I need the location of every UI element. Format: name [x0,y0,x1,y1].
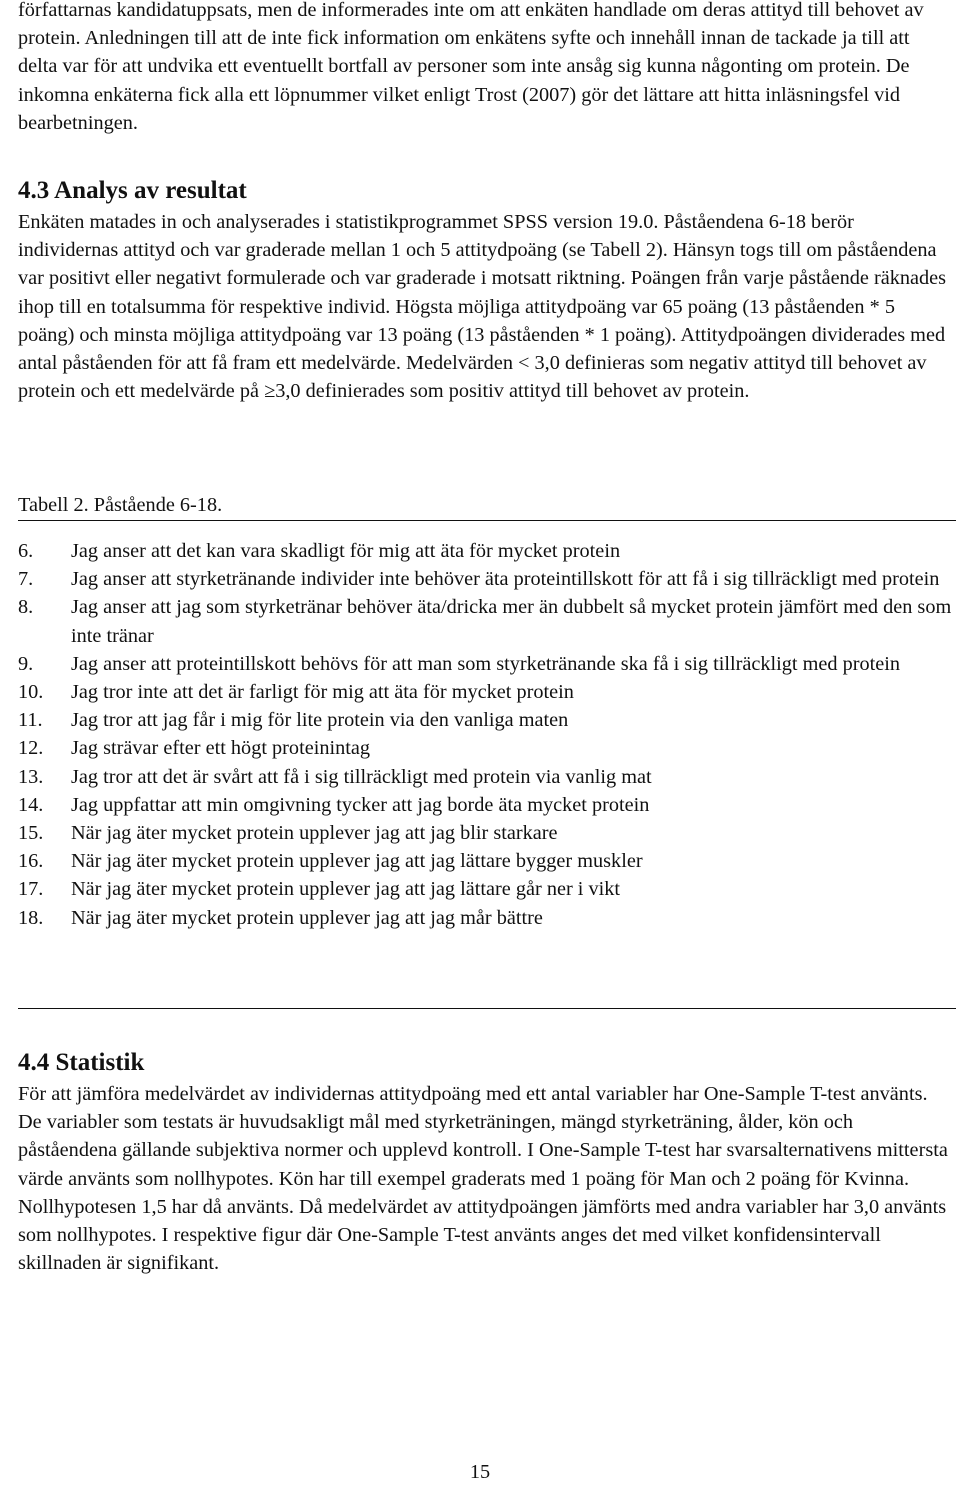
statement-item [18,791,952,819]
section-4-3-paragraph: Enkäten matades in och analyserades i statistikprogrammet SPSS version 19.0. Påståendena 6-18 berör individernas attityd och var graderade mellan 1 och 5 attitydpoäng (se Tabell 2). Hänsyn togs till om påståendena var positivt eller negativt formulerade och var graderade i motsatt riktning. Poängen från varje påstående räknades ihop till en totalsumma för respektive individ. Högsta möjliga attitydpoäng var 65 poäng (13 påståenden * 5 poäng) och minsta möjliga attitydpoäng var 13 poäng (13 påståenden * 1 poäng). Attitydpoängen dividerades med antal påståenden för att få fram ett medelvärde. Medelvärden < 3,0 definieras som negativ attityd till behovet av protein och ett medelvärde på ≥3,0 definierades som positiv attityd till behovet av protein. [18,211,947,403]
statement-number: 18. [18,906,44,929]
table-caption: Tabell 2. Påstående 6-18. [18,494,223,516]
section-4-3 [18,176,952,405]
statement-text: Jag anser att styrketränande individer inte behöver äta proteintillskott för att få i sig tillräckligt med protein [71,568,940,591]
statement-text: När jag äter mycket protein upplever jag att jag lättare bygger muskler [71,850,643,873]
section-heading-4-4: 4.4 Statistik [18,1049,145,1076]
statement-item [18,537,952,565]
statement-number: 13. [18,765,44,788]
statement-number: 17. [18,878,44,901]
statement-number: 9. [18,652,34,675]
statement-text: När jag äter mycket protein upplever jag att jag lättare går ner i vikt [71,878,621,901]
statement-number: 11. [18,709,43,732]
statement-number: 15. [18,822,44,845]
page-number: 15 [469,1461,491,1483]
statement-item [18,706,952,734]
statement-number: 8. [18,596,34,619]
statement-text: Jag uppfattar att min omgivning tycker att jag borde äta mycket protein [71,793,650,816]
statement-item [18,565,952,593]
statement-text: När jag äter mycket protein upplever jag att jag blir starkare [71,822,558,845]
table-top-rule [18,520,956,521]
statement-text: Jag tror att det är svårt att få i sig tillräckligt med protein via vanlig mat [71,765,652,788]
section-heading-4-3: 4.3 Analys av resultat [18,177,247,204]
statement-item [18,847,952,875]
statement-item [18,678,952,706]
statement-number: 10. [18,681,44,704]
statement-number: 12. [18,737,44,760]
statement-text: När jag äter mycket protein upplever jag att jag mår bättre [71,906,543,929]
statement-item [18,819,952,847]
statement-text: Jag tror att jag får i mig för lite protein via den vanliga maten [71,709,569,732]
statement-list [18,537,952,932]
statement-text: Jag anser att jag som styrketränar behöver äta/dricka mer än dubbelt så mycket protein jämfört med den som inte tränar [71,596,952,647]
statement-text: Jag strävar efter ett högt proteinintag [71,737,371,760]
statement-text: Jag anser att det kan vara skadligt för mig att äta för mycket protein [71,540,621,562]
statement-item [18,650,952,678]
section-4-4-paragraph: För att jämföra medelvärdet av individernas attitydpoäng med ett antal variabler har One-Sample T-test använts. De variabler som testats är huvudsakligt mål med styrketräningen, mängd styrketräning, ålder, kön och påståendena gällande subjektiva normer och upplevd kontroll. I One-Sample T-test har svarsalternativens mittersta värde använts som nollhypotes. Kön har till exempel graderats med 1 poäng för Man och 2 poäng för Kvinna. Nollhypotesen 1,5 har då använts. Då medelvärdet av attitydpoängen jämförts med andra variabler har 3,0 använts som nollhypotes. I respektive figur där One-Sample T-test använts anges det med vilket konfidensintervall skillnaden är signifikant. [18,1083,948,1275]
statement-number: 16. [18,850,44,873]
statement-text: Jag tror inte att det är farligt för mig att äta för mycket protein [71,681,574,704]
statement-item [18,734,952,762]
statement-item [18,593,952,649]
statement-number: 6. [18,540,34,562]
statement-text: Jag anser att proteintillskott behövs för att man som styrketränande ska få i sig tillräckligt med protein [71,652,901,675]
section-4-4 [18,1048,952,1277]
statement-number: 7. [18,568,34,591]
statement-item [18,904,952,932]
statement-number: 14. [18,793,44,816]
intro-paragraph: författarnas kandidatuppsats, men de informerades inte om att enkäten handlade om deras attityd till behovet av protein. Anledningen till att de inte fick information om enkätens syfte och innehåll innan de tackade ja till att delta var för att undvika ett eventuellt bortfall av personer som inte ansåg sig kunna någonting om protein. De inkomna enkäterna fick alla ett löpnummer vilket enligt Trost (2007) gör det lättare att hitta inläsningsfel vid bearbetningen. [18,0,924,134]
statement-item [18,763,952,791]
statement-item [18,875,952,903]
table-bottom-rule [18,1008,956,1009]
